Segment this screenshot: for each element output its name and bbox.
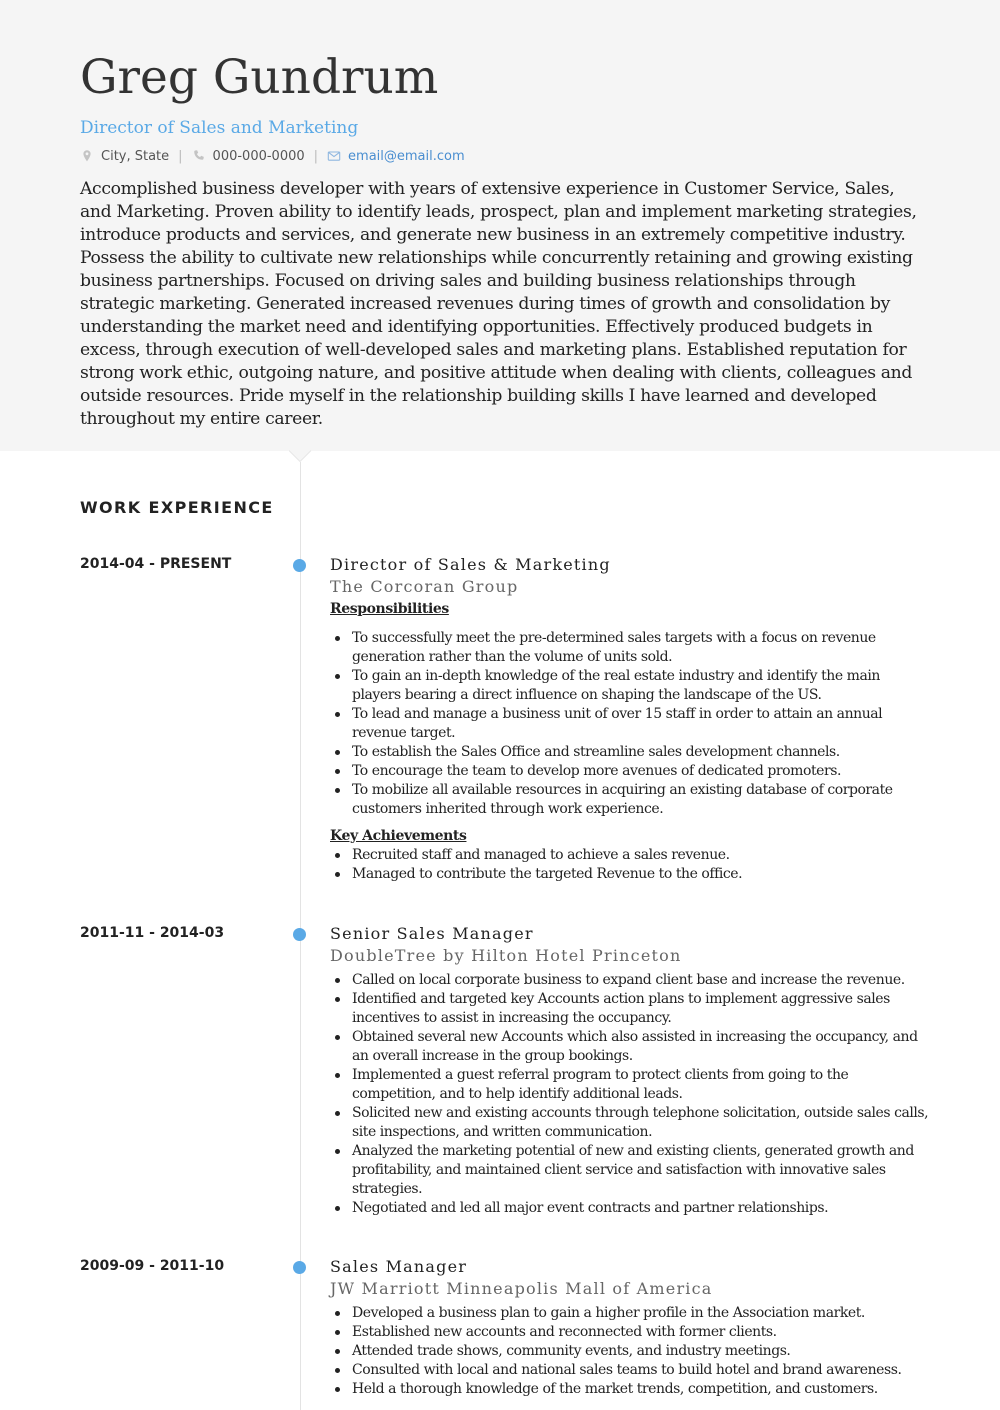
header-pointer-outline	[289, 450, 313, 462]
professional-summary: Accomplished business developer with years of extensive experience in Customer Service, Sales, and Marketing. Proven ability to identify leads, prospect, plan and implement marketing strategies, introduce products and services, and generate new business in an extremely competitive industry. Possess the ability to cultivate new relationships while concurrently retaining and growing existing business partnerships. Focused on driving sales and building business relationships through strategic marketing. Generated increased revenues during times of growth and consolidation by understanding the market need and identifying opportunities. Effectively produced budgets in excess, through execution of well-developed sales and marketing plans. Established reputation for strong work ethic, outgoing nature, and positive attitude when dealing with clients, colleagues and outside resources. Pride myself in the relationship building skills I have learned and developed throughout my entire career.	[80, 179, 917, 429]
phone-icon	[192, 149, 206, 163]
list-item: Held a thorough knowledge of the market trends, competition, and customers.	[330, 1380, 930, 1399]
contact-separator: |	[178, 148, 183, 164]
timeline-dot	[293, 559, 306, 572]
list-item: Recruited staff and managed to achieve a sales revenue.	[330, 846, 930, 865]
job-date: 2009-09 - 2011-10	[80, 1258, 225, 1274]
responsibilities-list	[330, 629, 930, 819]
list-item: Implemented a guest referral program to protect clients from going to the competition, and to help identify additional leads.	[330, 1066, 930, 1104]
list-item: Called on local corporate business to expand client base and increase the revenue.	[330, 971, 930, 990]
list-item: To gain an in-depth knowledge of the real estate industry and identify the main players bearing a direct influence on shaping the landscape of the US.	[330, 667, 930, 705]
list-item: Consulted with local and national sales teams to build hotel and brand awareness.	[330, 1361, 930, 1380]
job-title: Sales Manager	[330, 1257, 468, 1276]
contact-phone: 000-000-0000	[212, 148, 305, 164]
list-item: Identified and targeted key Accounts action plans to implement aggressive sales incentives to assist in increasing the occupancy.	[330, 990, 930, 1028]
timeline-dot	[293, 1261, 306, 1274]
contact-separator: |	[313, 148, 319, 164]
job-company: JW Marriott Minneapolis Mall of America	[330, 1279, 713, 1298]
job-date: 2011-11 - 2014-03	[80, 925, 225, 941]
job-bullets	[330, 971, 930, 1218]
list-item: Obtained several new Accounts which also assisted in increasing the occupancy, and an overall increase in the group bookings.	[330, 1028, 930, 1066]
contact-line	[80, 147, 465, 165]
candidate-name: Greg Gundrum	[80, 50, 439, 105]
list-item: To encourage the team to develop more avenues of dedicated promoters.	[330, 762, 930, 781]
map-pin-icon	[80, 149, 94, 163]
achievements-heading: Key Achievements	[330, 828, 467, 844]
list-item: To lead and manage a business unit of over 15 staff in order to attain an annual revenue target.	[330, 705, 930, 743]
job-entry	[330, 554, 930, 884]
list-item: To mobilize all available resources in acquiring an existing database of corporate customers inherited through work experience.	[330, 781, 930, 819]
resume-header	[0, 0, 1000, 451]
job-company: DoubleTree by Hilton Hotel Princeton	[330, 946, 682, 965]
candidate-role: Director of Sales and Marketing	[80, 118, 359, 138]
list-item: Managed to contribute the targeted Revenue to the office.	[330, 865, 930, 884]
job-company: The Corcoran Group	[330, 577, 519, 596]
timeline-dot	[293, 928, 306, 941]
section-title-work-experience: WORK EXPERIENCE	[80, 498, 274, 517]
envelope-icon	[327, 149, 341, 163]
achievements-list	[330, 846, 930, 884]
job-bullets	[330, 1304, 930, 1399]
list-item: To successfully meet the pre-determined sales targets with a focus on revenue generation rather than the volume of units sold.	[330, 629, 930, 667]
contact-email[interactable]: email@email.com	[348, 148, 465, 164]
responsibilities-heading: Responsibilities	[330, 601, 449, 617]
list-item: Analyzed the marketing potential of new and existing clients, generated growth and profitability, and maintained client service and satisfaction with innovative sales strategies.	[330, 1142, 930, 1199]
list-item: Solicited new and existing accounts through telephone solicitation, outside sales calls, site inspections, and written communication.	[330, 1104, 930, 1142]
list-item: Developed a business plan to gain a higher profile in the Association market.	[330, 1304, 930, 1323]
job-title: Director of Sales & Marketing	[330, 555, 611, 574]
job-entry	[330, 923, 930, 1218]
job-entry	[330, 1256, 930, 1399]
job-date: 2014-04 - PRESENT	[80, 556, 232, 572]
list-item: Negotiated and led all major event contracts and partner relationships.	[330, 1199, 930, 1218]
list-item: To establish the Sales Office and streamline sales development channels.	[330, 743, 930, 762]
list-item: Attended trade shows, community events, and industry meetings.	[330, 1342, 930, 1361]
list-item: Established new accounts and reconnected with former clients.	[330, 1323, 930, 1342]
job-title: Senior Sales Manager	[330, 924, 534, 943]
contact-location: City, State	[101, 148, 170, 164]
